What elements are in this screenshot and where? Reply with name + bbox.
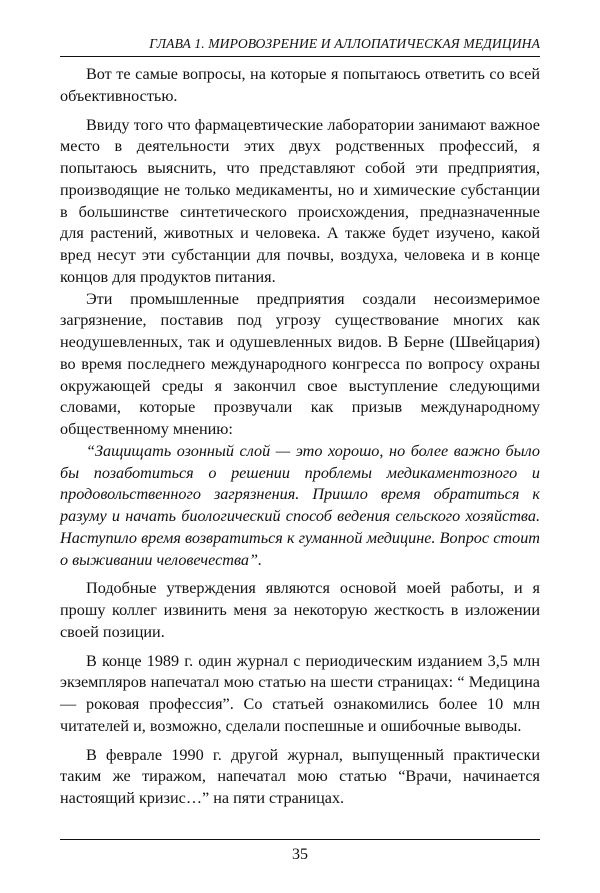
footer-rule: [60, 839, 540, 840]
paragraph: Подобные утверждения являются основой моей работы, и я прошу коллег извинить меня за некоторую жесткость в изложении своей позиции.: [60, 579, 540, 641]
header-rule: [60, 56, 540, 57]
quotation: “Защищать озонный слой — это хорошо, но более важно было бы позаботиться о решении проблемы медикаментозного и продовольственного загрязнения. Пришло время обратиться к разуму и начать биологический способ ведения сельского хозяйства. Наступило время возвратиться к гуманной медицине. Вопрос стоит о выживании человечества”.: [60, 441, 540, 569]
paragraph: В конце 1989 г. один журнал с периодическим изданием 3,5 млн экземпляров напечатал мою статью на шести страницах: “ Медицина — роковая профессия”. Со статьей ознакомились более 10 млн читателей и, возможно, сделали поспешные и ошибочные выводы.: [60, 651, 540, 735]
paragraph: Ввиду того что фармацевтические лаборатории занимают важное место в деятельности этих двух родственных профессий, я попытаюсь выяснить, что представляют собой эти предприятия, производящие не только медикаменты, но и химические субстанции в большинстве синтетического происхождения, предназначенные для растений, животных и человека. А также будет изучено, какой вред несут эти субстанции для почвы, воздуха, человека и в конце концов для продуктов питания.: [60, 115, 540, 286]
paragraph: Вот те самые вопросы, на которые я попытаюсь ответить со всей объективностью.: [60, 65, 540, 105]
paragraph: Эти промышленные предприятия создали несоизмеримое загрязнение, поставив под угрозу существование многих как неодушевленных, так и одушевленных видов. В Берне (Швейцария) во время последнего международного конгресса по вопросу охраны окружающей среды я закончил свое выступление следующими словами, которые прозвучали как призыв международному общественному мнению:: [60, 289, 540, 438]
paragraph: В феврале 1990 г. другой журнал, выпущенный практически таким же тиражом, напечатал мою статью “Врачи, начинается настоящий кризис…” на пяти страницах.: [60, 745, 540, 807]
running-header: ГЛАВА 1. МИРОВОЗРЕНИЕ И АЛЛОПАТИЧЕСКАЯ МЕДИЦИНА: [149, 36, 540, 51]
body-text: [60, 64, 540, 810]
page-number: 35: [292, 846, 308, 863]
